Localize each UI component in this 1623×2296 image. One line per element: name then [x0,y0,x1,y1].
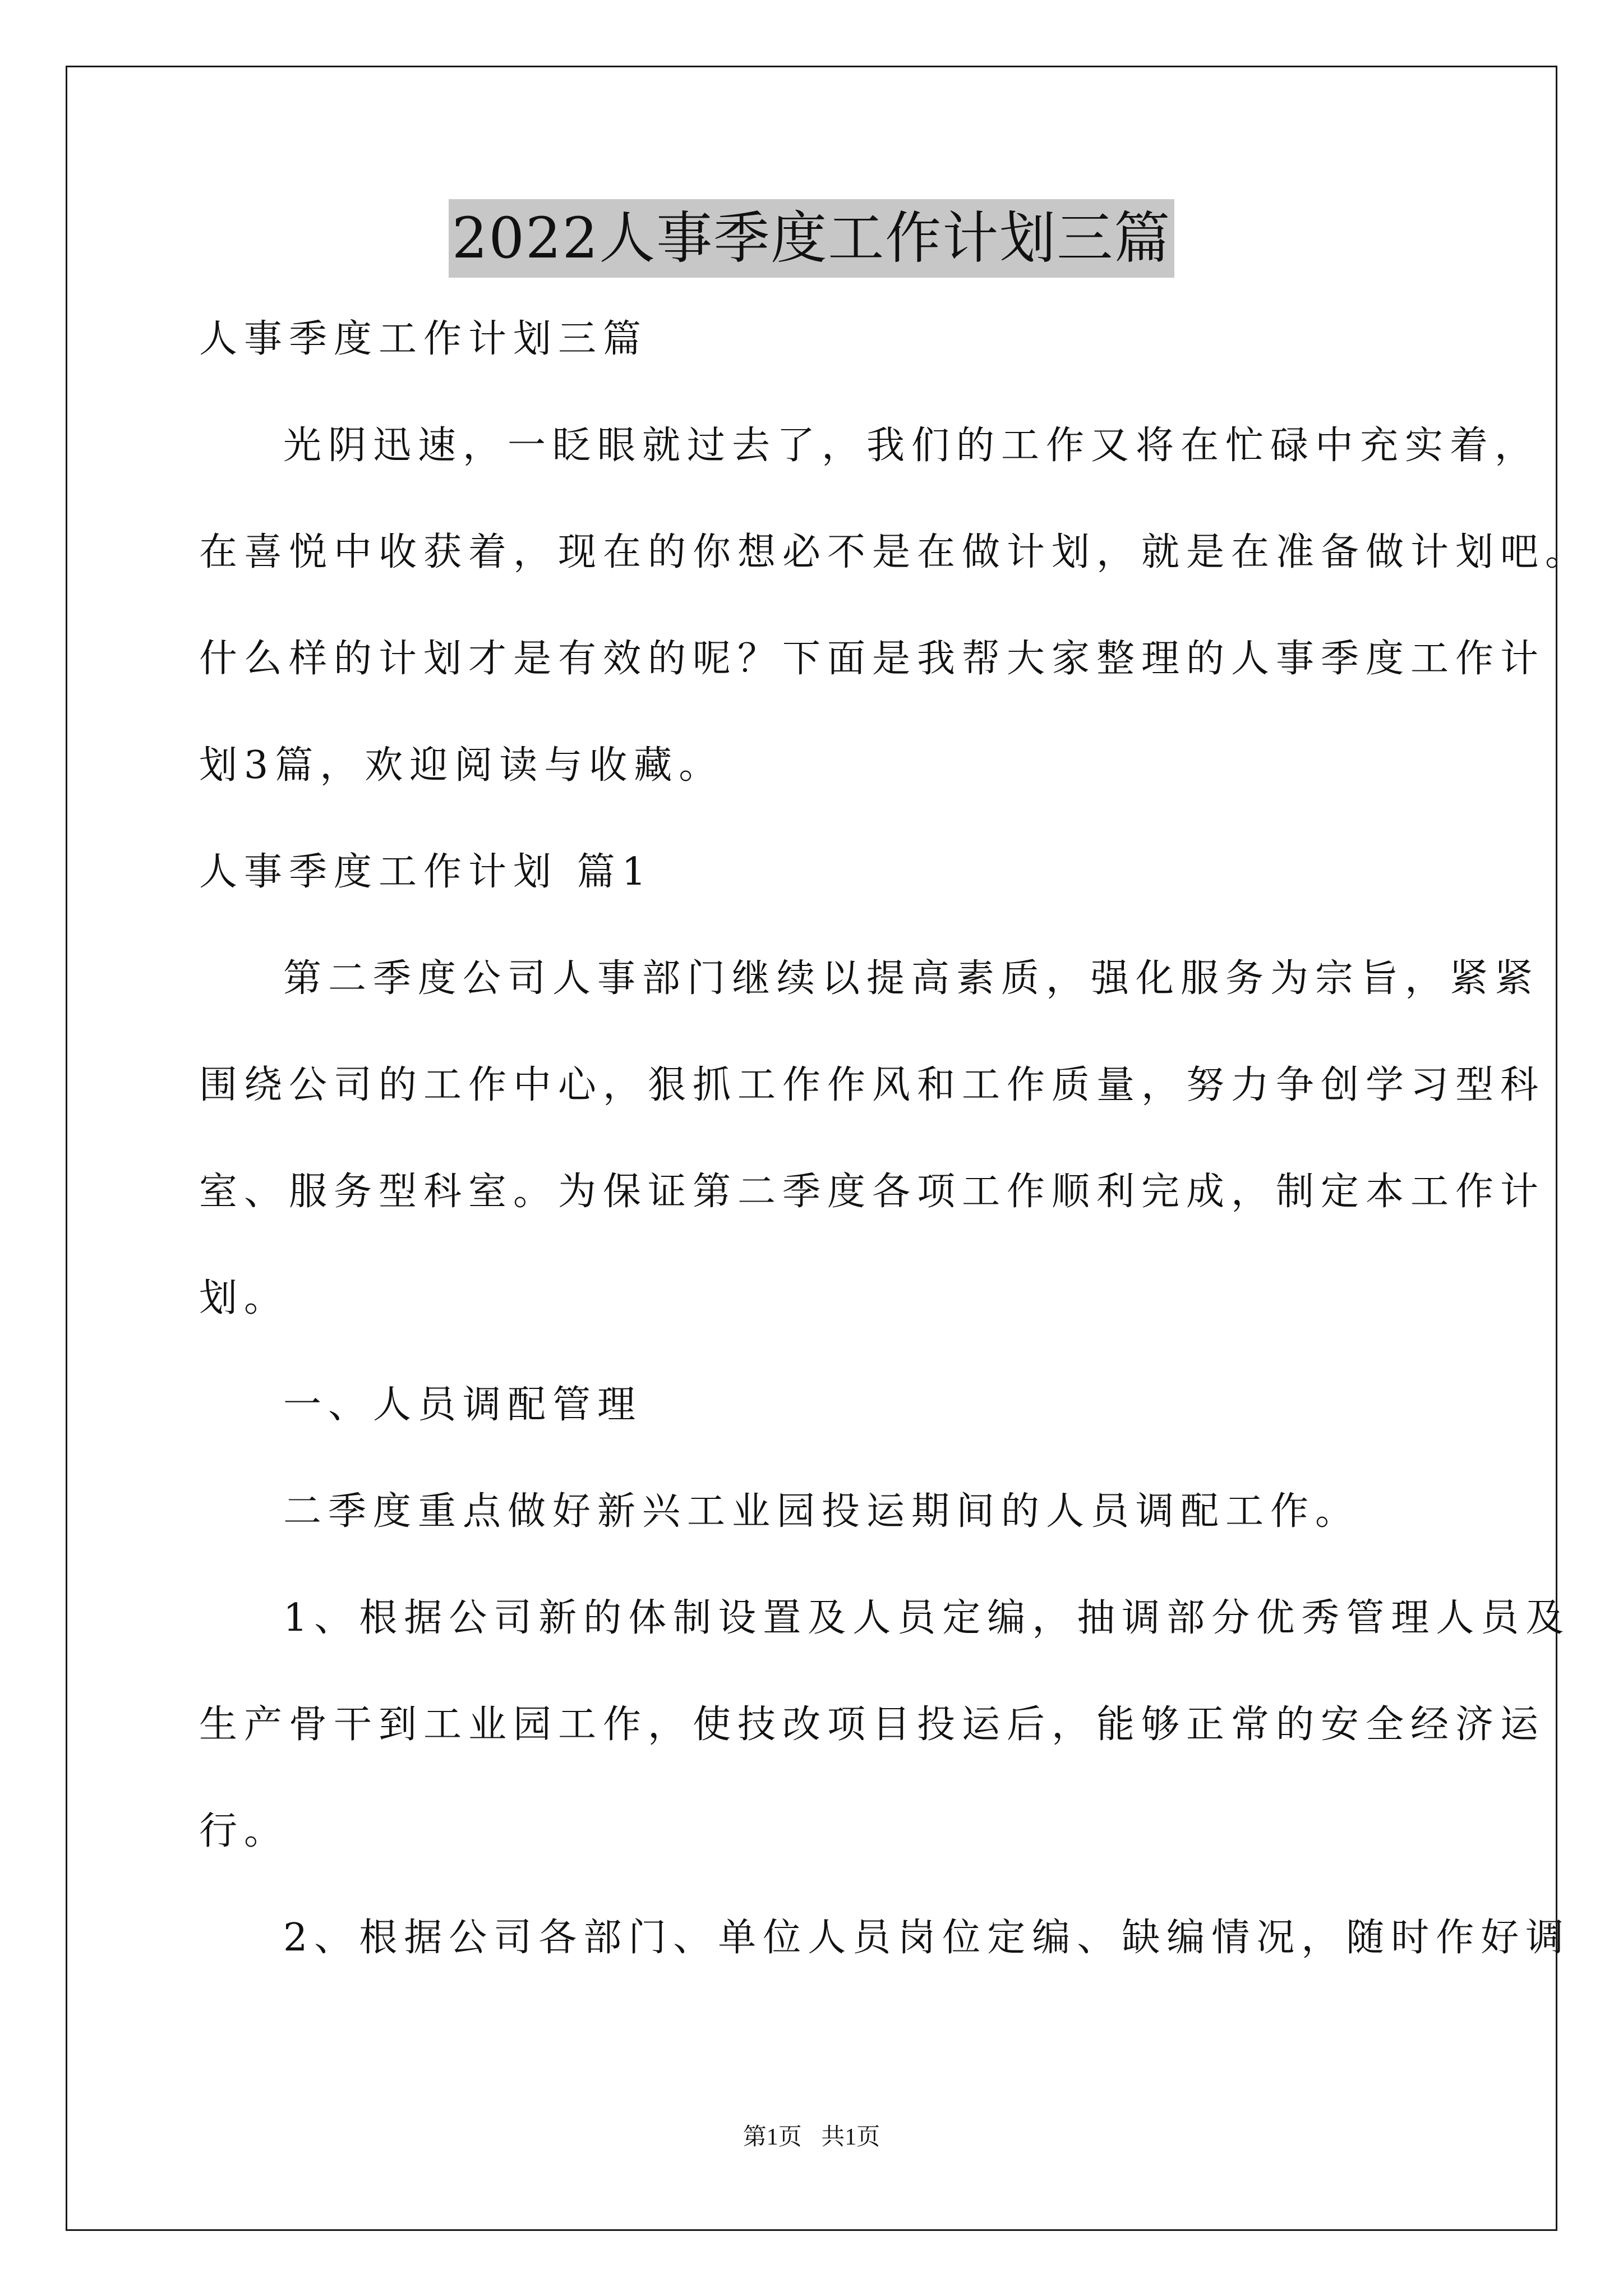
page-number: 第1页 [743,2124,802,2150]
page-total: 共1页 [821,2124,880,2150]
document-title: 2022人事季度工作计划三篇 [449,199,1175,278]
paragraph-line: 在喜悦中收获着，现在的你想必不是在做计划，就是在准备做计划吧。 [199,530,1590,574]
paragraph-line: 划3篇，欢迎阅读与收藏。 [199,743,724,788]
paragraph-line: 第二季度公司人事部门继续以提高素质，强化服务为宗旨，紧紧 [283,956,1540,1001]
document-body [199,311,1590,2017]
paragraph-line: 光阴迅速，一眨眼就过去了，我们的工作又将在忙碌中充实着， [283,424,1540,468]
paragraph-line: 划。 [199,1276,289,1320]
page-footer [0,2120,1623,2154]
paragraph-line: 1、根据公司新的体制设置及人员定编，抽调部分优秀管理人员及 [283,1596,1571,1640]
subsection-heading: 一、人员调配管理 [283,1383,643,1427]
paragraph-line: 行。 [199,1809,289,1853]
paragraph-line: 室、服务型科室。为保证第二季度各项工作顺利完成，制定本工作计 [199,1170,1546,1214]
title-container [0,199,1623,278]
paragraph-line: 生产骨干到工业园工作，使技改项目投运后，能够正常的安全经济运 [199,1703,1546,1747]
paragraph-line: 二季度重点做好新兴工业园投运期间的人员调配工作。 [283,1489,1361,1534]
paragraph-line: 围绕公司的工作中心，狠抓工作作风和工作质量，努力争创学习型科 [199,1063,1546,1107]
paragraph-line: 什么样的计划才是有效的呢？下面是我帮大家整理的人事季度工作计 [199,637,1546,681]
section-heading: 人事季度工作计划三篇 [199,317,648,361]
paragraph-line: 2、根据公司各部门、单位人员岗位定编、缺编情况，随时作好调 [283,1916,1571,1960]
section-heading: 人事季度工作计划 篇1 [199,850,653,894]
